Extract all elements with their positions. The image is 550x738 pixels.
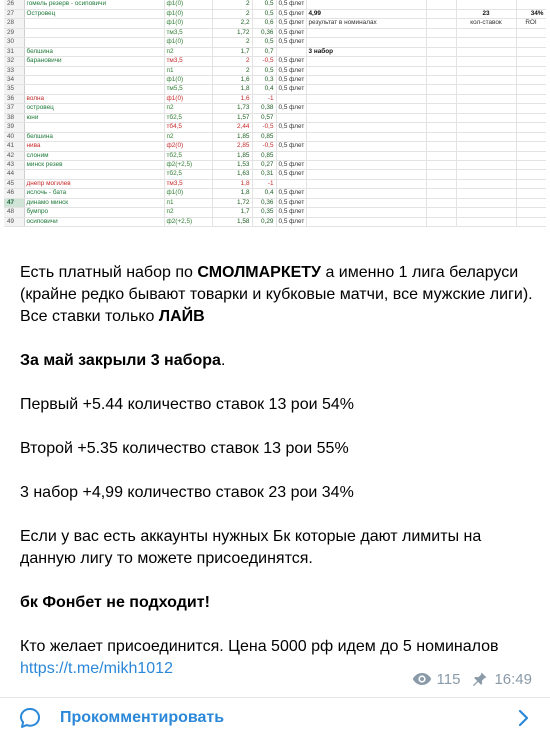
summary-cell <box>516 189 546 198</box>
summary-cell <box>456 0 516 9</box>
paragraph-set-2: Второй +5.35 количество ставок 13 рои 55% <box>20 440 349 457</box>
summary-cell <box>516 113 546 122</box>
team-cell <box>24 123 164 132</box>
result-cell: 0,5 <box>252 9 276 18</box>
odds-cell: 1,85 <box>212 151 252 160</box>
message-text <box>20 262 536 680</box>
team-cell <box>24 66 164 75</box>
summary-cell <box>456 76 516 85</box>
bet-cell: ф2(0) <box>164 142 212 151</box>
summary-cell <box>516 76 546 85</box>
odds-cell: 2,2 <box>212 19 252 28</box>
bet-cell: ф1(0) <box>164 0 212 9</box>
odds-cell: 1,85 <box>212 132 252 141</box>
spreadsheet-table <box>4 0 546 227</box>
summary-cell <box>456 28 516 37</box>
result-cell: 0,5 <box>252 0 276 9</box>
row-number: 43 <box>4 160 24 169</box>
result-cell: 0,4 <box>252 189 276 198</box>
row-number: 44 <box>4 170 24 179</box>
stake-cell <box>276 151 306 160</box>
odds-cell: 1,63 <box>212 170 252 179</box>
bet-cell: ф1(0) <box>164 19 212 28</box>
summary-cell <box>516 151 546 160</box>
message-meta <box>412 668 532 690</box>
stake-cell: 0,5 флет <box>276 198 306 207</box>
stake-cell <box>276 113 306 122</box>
stake-cell: 0,5 флет <box>276 123 306 132</box>
summary-cell: 3 набор <box>306 47 426 56</box>
team-cell: белшина <box>24 132 164 141</box>
bet-cell: тм3,5 <box>164 57 212 66</box>
bet-cell: ф1(0) <box>164 38 212 47</box>
stake-cell: 0,5 флет <box>276 85 306 94</box>
summary-cell <box>306 94 426 103</box>
table-row <box>4 189 546 198</box>
summary-cell <box>456 217 516 226</box>
summary-cell <box>456 208 516 217</box>
summary-cell <box>516 28 546 37</box>
result-cell: 0,29 <box>252 217 276 226</box>
summary-cell <box>426 142 456 151</box>
summary-cell <box>516 94 546 103</box>
row-number: 33 <box>4 66 24 75</box>
summary-cell <box>306 208 426 217</box>
comment-bubble-icon <box>18 706 42 730</box>
result-cell: 0,5 <box>252 38 276 47</box>
comment-label: Прокомментировать <box>60 709 225 726</box>
bet-cell: п2 <box>164 132 212 141</box>
odds-cell: 2 <box>212 0 252 9</box>
result-cell: -0,5 <box>252 57 276 66</box>
summary-cell <box>456 170 516 179</box>
team-cell: волна <box>24 94 164 103</box>
summary-cell <box>456 189 516 198</box>
summary-cell: 23 <box>456 9 516 18</box>
stake-cell <box>276 179 306 188</box>
row-number: 32 <box>4 57 24 66</box>
odds-cell: 1,7 <box>212 47 252 56</box>
row-number: 42 <box>4 151 24 160</box>
summary-cell <box>456 179 516 188</box>
table-row <box>4 9 546 18</box>
summary-cell <box>456 38 516 47</box>
result-cell: 0,57 <box>252 113 276 122</box>
result-cell: 0,3 <box>252 76 276 85</box>
table-row <box>4 0 546 9</box>
summary-cell <box>306 142 426 151</box>
summary-cell <box>516 142 546 151</box>
team-cell <box>24 38 164 47</box>
paragraph-may-summary: За май закрыли 3 набора. <box>20 352 226 369</box>
summary-cell <box>516 170 546 179</box>
summary-cell <box>306 189 426 198</box>
odds-cell: 1,53 <box>212 160 252 169</box>
summary-cell <box>456 66 516 75</box>
odds-cell: 2,85 <box>212 142 252 151</box>
bet-cell: п2 <box>164 47 212 56</box>
stake-cell: 0,5 флет <box>276 57 306 66</box>
row-number: 49 <box>4 217 24 226</box>
table-row <box>4 123 546 132</box>
summary-cell <box>426 28 456 37</box>
summary-cell: кол-ставок <box>456 19 516 28</box>
summary-cell <box>426 198 456 207</box>
odds-cell: 1,72 <box>212 198 252 207</box>
summary-cell <box>306 198 426 207</box>
summary-cell <box>426 66 456 75</box>
result-cell: 0,38 <box>252 104 276 113</box>
row-number: 29 <box>4 28 24 37</box>
odds-cell: 2 <box>212 38 252 47</box>
stake-cell: 0,5 флет <box>276 9 306 18</box>
summary-cell <box>426 57 456 66</box>
summary-cell <box>306 66 426 75</box>
comment-button[interactable] <box>0 698 550 738</box>
summary-cell <box>516 57 546 66</box>
row-number: 26 <box>4 0 24 9</box>
team-cell: нива <box>24 142 164 151</box>
table-row <box>4 94 546 103</box>
summary-cell <box>456 104 516 113</box>
row-number: 40 <box>4 132 24 141</box>
stake-cell: 0,5 флет <box>276 19 306 28</box>
table-row <box>4 38 546 47</box>
team-cell <box>24 85 164 94</box>
stake-cell: 0,5 флет <box>276 104 306 113</box>
summary-cell <box>426 104 456 113</box>
result-cell: 0,27 <box>252 160 276 169</box>
team-cell: осиповичи <box>24 217 164 226</box>
summary-cell <box>426 208 456 217</box>
paragraph-accounts: Если у вас есть аккаунты нужных Бк которые дают лимиты на данную лигу то можете присоединятся. <box>20 528 482 567</box>
summary-cell <box>516 217 546 226</box>
summary-cell <box>426 132 456 141</box>
summary-cell <box>306 217 426 226</box>
summary-cell <box>456 94 516 103</box>
summary-cell <box>516 123 546 132</box>
row-number: 35 <box>4 85 24 94</box>
post-time: 16:49 <box>494 670 532 688</box>
summary-cell <box>306 160 426 169</box>
summary-cell <box>516 160 546 169</box>
row-number: 38 <box>4 113 24 122</box>
team-cell: гомель резерв - осиповичи <box>24 0 164 9</box>
odds-cell: 1,8 <box>212 189 252 198</box>
summary-cell <box>456 113 516 122</box>
team-cell: юни <box>24 113 164 122</box>
row-number: 37 <box>4 104 24 113</box>
table-row <box>4 151 546 160</box>
table-row <box>4 142 546 151</box>
summary-cell <box>426 47 456 56</box>
row-number: 39 <box>4 123 24 132</box>
bet-cell: ф1(0) <box>164 9 212 18</box>
summary-cell <box>426 189 456 198</box>
summary-cell <box>516 104 546 113</box>
odds-cell: 1,6 <box>212 76 252 85</box>
odds-cell: 1,57 <box>212 113 252 122</box>
table-row <box>4 179 546 188</box>
summary-cell <box>426 151 456 160</box>
summary-cell <box>516 208 546 217</box>
result-cell: 0,35 <box>252 208 276 217</box>
summary-cell <box>306 113 426 122</box>
stake-cell: 0,5 флет <box>276 38 306 47</box>
bet-cell: п1 <box>164 198 212 207</box>
table-row <box>4 28 546 37</box>
stake-cell: 0,5 флет <box>276 66 306 75</box>
stake-cell: 0,5 флет <box>276 217 306 226</box>
summary-cell <box>426 160 456 169</box>
table-row <box>4 85 546 94</box>
paragraph-set-1: Первый +5.44 количество ставок 13 рои 54% <box>20 396 354 413</box>
summary-cell <box>456 85 516 94</box>
team-cell: слоним <box>24 151 164 160</box>
view-count: 115 <box>436 670 461 688</box>
table-row <box>4 66 546 75</box>
team-cell: островец <box>24 104 164 113</box>
bet-cell: тб2,5 <box>164 151 212 160</box>
summary-cell <box>516 132 546 141</box>
summary-cell <box>306 28 426 37</box>
odds-cell: 1,58 <box>212 217 252 226</box>
contact-link[interactable]: https://t.me/mikh1012 <box>20 660 173 677</box>
odds-cell: 1,8 <box>212 179 252 188</box>
team-cell <box>24 76 164 85</box>
bet-cell: тб4,5 <box>164 123 212 132</box>
summary-cell <box>516 179 546 188</box>
team-cell: минск резев <box>24 160 164 169</box>
summary-cell <box>306 132 426 141</box>
pin-icon <box>472 671 488 687</box>
row-number: 36 <box>4 94 24 103</box>
summary-cell <box>306 76 426 85</box>
table-row <box>4 198 546 207</box>
bet-cell: тб2,5 <box>164 170 212 179</box>
table-row <box>4 208 546 217</box>
bet-cell: ф2(+2,5) <box>164 217 212 226</box>
result-cell: 0,4 <box>252 85 276 94</box>
stake-cell: 0,5 флет <box>276 142 306 151</box>
stake-cell <box>276 94 306 103</box>
odds-cell: 2 <box>212 57 252 66</box>
stake-cell <box>276 47 306 56</box>
summary-cell <box>456 57 516 66</box>
team-cell <box>24 19 164 28</box>
stake-cell: 0,5 флет <box>276 76 306 85</box>
summary-cell <box>426 179 456 188</box>
summary-cell <box>456 47 516 56</box>
result-cell: 0,85 <box>252 132 276 141</box>
stake-cell: 0,5 флет <box>276 0 306 9</box>
odds-cell: 2,44 <box>212 123 252 132</box>
result-cell: 0,36 <box>252 28 276 37</box>
summary-cell <box>306 151 426 160</box>
chevron-right-icon <box>518 709 530 727</box>
result-cell: -0,5 <box>252 142 276 151</box>
team-cell <box>24 170 164 179</box>
odds-cell: 1,8 <box>212 85 252 94</box>
row-number: 31 <box>4 47 24 56</box>
row-number: 46 <box>4 189 24 198</box>
stake-cell: 0,5 флет <box>276 160 306 169</box>
bet-cell: тм3,5 <box>164 28 212 37</box>
stake-cell <box>276 132 306 141</box>
bet-cell: п1 <box>164 66 212 75</box>
team-cell: барановичи <box>24 57 164 66</box>
summary-cell <box>456 142 516 151</box>
summary-cell <box>456 151 516 160</box>
summary-cell: ROI <box>516 19 546 28</box>
summary-cell <box>516 38 546 47</box>
summary-cell <box>426 170 456 179</box>
summary-cell: 4,99 <box>306 9 426 18</box>
summary-cell <box>426 94 456 103</box>
summary-cell <box>306 179 426 188</box>
bet-cell: п2 <box>164 104 212 113</box>
table-row <box>4 217 546 226</box>
paragraph-intro: Есть платный набор по СМОЛМАРКЕТУ а именно 1 лига беларуси (крайне редко бывают товарки и кубковые матчи, все мужские лиги). Все ставки только ЛАЙВ <box>20 264 533 325</box>
team-cell: ислочь - бата <box>24 189 164 198</box>
summary-cell <box>426 38 456 47</box>
row-number: 34 <box>4 76 24 85</box>
summary-cell: результат в номиналах <box>306 19 426 28</box>
bet-cell: тб2,5 <box>164 113 212 122</box>
table-row <box>4 19 546 28</box>
result-cell: 0,5 <box>252 66 276 75</box>
summary-cell <box>516 0 546 9</box>
summary-cell <box>516 198 546 207</box>
summary-cell <box>306 57 426 66</box>
row-number: 47 <box>4 198 24 207</box>
odds-cell: 2 <box>212 9 252 18</box>
table-row <box>4 57 546 66</box>
result-cell: 0,31 <box>252 170 276 179</box>
team-cell: Островец <box>24 9 164 18</box>
odds-cell: 2 <box>212 66 252 75</box>
table-row <box>4 113 546 122</box>
row-number: 41 <box>4 142 24 151</box>
summary-cell <box>516 85 546 94</box>
summary-cell <box>516 47 546 56</box>
result-cell: 0,36 <box>252 198 276 207</box>
team-cell: бумпро <box>24 208 164 217</box>
stake-cell: 0,5 флет <box>276 28 306 37</box>
summary-cell <box>306 0 426 9</box>
odds-cell: 1,73 <box>212 104 252 113</box>
summary-cell <box>306 123 426 132</box>
paragraph-warning: бк Фонбет не подходит! <box>20 594 210 611</box>
bet-cell: тм3,5 <box>164 179 212 188</box>
table-row <box>4 47 546 56</box>
row-number: 28 <box>4 19 24 28</box>
result-cell: 0,6 <box>252 19 276 28</box>
summary-cell <box>426 9 456 18</box>
result-cell: -1 <box>252 94 276 103</box>
bet-cell: ф1(0) <box>164 189 212 198</box>
team-cell: днепр могилев <box>24 179 164 188</box>
summary-cell <box>456 198 516 207</box>
row-number: 45 <box>4 179 24 188</box>
odds-cell: 1,72 <box>212 28 252 37</box>
table-row <box>4 104 546 113</box>
stake-cell: 0,5 флет <box>276 189 306 198</box>
bet-cell: ф1(0) <box>164 94 212 103</box>
summary-cell <box>426 123 456 132</box>
bet-cell: ф2(+2,5) <box>164 160 212 169</box>
paragraph-price: Кто желает присоединится. Цена 5000 рф идем до 5 номиналов <box>20 638 499 655</box>
summary-cell <box>426 19 456 28</box>
stake-cell: 0,5 флет <box>276 170 306 179</box>
summary-cell: 34% <box>516 9 546 18</box>
spreadsheet-image[interactable] <box>4 0 546 258</box>
eye-icon <box>412 672 432 686</box>
summary-cell <box>306 85 426 94</box>
summary-cell <box>426 217 456 226</box>
summary-cell <box>426 85 456 94</box>
bet-cell: п2 <box>164 208 212 217</box>
table-row <box>4 76 546 85</box>
row-number: 48 <box>4 208 24 217</box>
summary-cell <box>306 170 426 179</box>
summary-cell <box>306 38 426 47</box>
summary-cell <box>456 132 516 141</box>
team-cell: белшина <box>24 47 164 56</box>
summary-cell <box>426 76 456 85</box>
summary-cell <box>306 104 426 113</box>
odds-cell: 1,7 <box>212 208 252 217</box>
row-number: 30 <box>4 38 24 47</box>
bet-cell: тм5,5 <box>164 85 212 94</box>
summary-cell <box>456 123 516 132</box>
table-row <box>4 170 546 179</box>
table-row <box>4 132 546 141</box>
summary-cell <box>426 0 456 9</box>
team-cell <box>24 28 164 37</box>
result-cell: -1 <box>252 179 276 188</box>
table-row <box>4 160 546 169</box>
summary-cell <box>456 160 516 169</box>
row-number: 27 <box>4 9 24 18</box>
paragraph-set-3: 3 набор +4,99 количество ставок 23 рои 34% <box>20 484 354 501</box>
stake-cell: 0,5 флет <box>276 208 306 217</box>
summary-cell <box>516 66 546 75</box>
result-cell: -0,5 <box>252 123 276 132</box>
summary-cell <box>426 113 456 122</box>
team-cell: динамо минск <box>24 198 164 207</box>
result-cell: 0,85 <box>252 151 276 160</box>
result-cell: 0,7 <box>252 47 276 56</box>
bet-cell: ф1(0) <box>164 76 212 85</box>
odds-cell: 1,6 <box>212 94 252 103</box>
